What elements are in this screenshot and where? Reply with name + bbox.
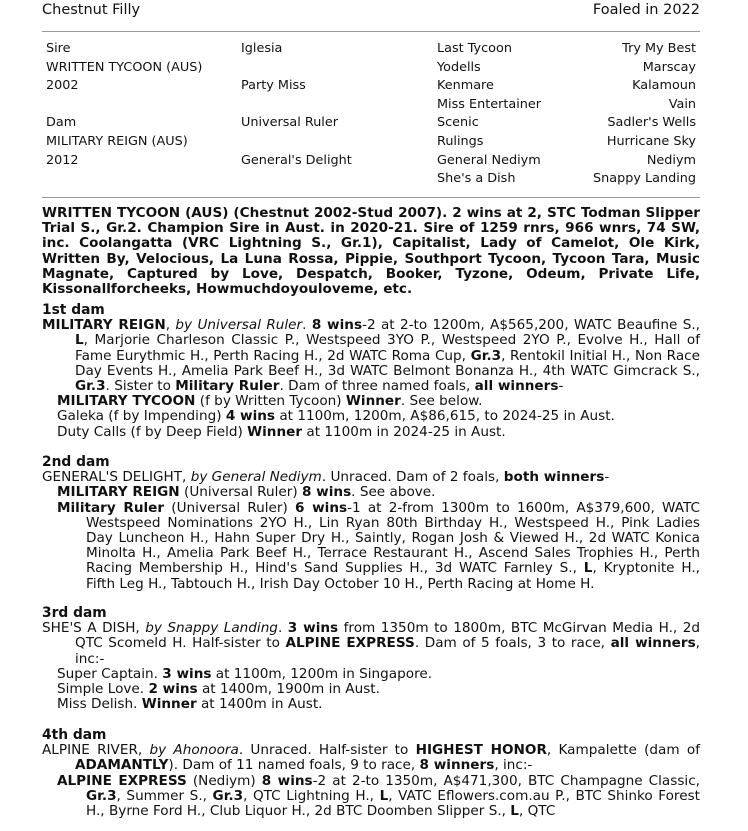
pedigree-parent: WRITTEN TYCOON (AUS) [46, 59, 203, 75]
pedigree-row [46, 77, 696, 96]
section-heading: 4th dam [42, 727, 107, 743]
dam-name: ALPINE RIVER, [42, 742, 150, 759]
race-text: , Kampalette (dam of [546, 742, 700, 759]
pedigree-great-great-grandparent: Hurricane Sky [606, 133, 696, 149]
section-heading: 1st dam [42, 302, 105, 318]
winners-note: all winners [474, 378, 559, 395]
divider-top [42, 31, 700, 32]
pedigree-row [46, 170, 696, 189]
fourth-dam-section [42, 728, 700, 819]
race-text: - [558, 378, 564, 395]
foal-sire: (f by Written Tycoon) [195, 393, 346, 410]
dam-sire: by Ahonoora [149, 742, 239, 759]
foaled-year: Foaled in 2022 [592, 2, 700, 18]
foal-entry [42, 682, 700, 697]
race-text: -1 at 2-from 1300m to 1600m, A$379,600, WATC Westspeed Nominations 2YO H., Lin Ryan 80th Birthday H., Westspeed H., Pink Ladies Day Luncheon H., Hahn Super Dry H., Saintly, Rogan Josh & Viewed H., 2d WATC Konica Minolta H., Amelia Park Beef H., Terrace Restaurant H., Ascend Sales Trophies H., Perth Racing Membership H., Hind's Sand Supplies H., 3d WATC Farnley S., [86, 499, 700, 577]
dam-record [42, 470, 700, 485]
race-text: . Unraced. Dam of 2 foals, [321, 469, 504, 486]
race-text: , Marjorie Charleson Classic P., Westspeed 3YO P., Westspeed 2YO P., Evolve H., Hall of Fame Eurythmic H., Perth Racing H., 2d WATC Roma Cup, [75, 332, 700, 364]
pedigree-row [46, 40, 696, 59]
second-dam-section [42, 455, 700, 592]
pedigree-great-great-grandparent: Sadler's Wells [607, 115, 696, 131]
foal-sire: (Universal Ruler) [179, 484, 302, 501]
group-tag: Gr.3 [86, 787, 117, 804]
dam-sire: by Universal Ruler [175, 317, 303, 334]
win-count: 8 wins [311, 317, 363, 334]
pedigree-row [46, 96, 696, 115]
pedigree-great-grandparent: Last Tycoon [437, 41, 512, 56]
pedigree-great-grandparent: Scenic [437, 115, 479, 131]
listed-tag: L [75, 332, 84, 349]
win-count: 6 wins [295, 499, 348, 516]
win-count: 3 wins [287, 620, 339, 637]
race-text: at 1400m in Aust. [196, 696, 323, 713]
win-count: 8 wins [261, 772, 313, 789]
header [42, 2, 700, 22]
race-text: , Kryptonite H., Fifth Leg H., Tabtouch H., Irish Day October 10 H., Perth Racing at Home H. [86, 560, 701, 592]
pedigree-great-grandparent: General Nediym [437, 152, 541, 168]
sibling-name: Military Ruler [175, 378, 280, 395]
win-count: Winner [141, 696, 197, 713]
win-count: Winner [247, 423, 303, 440]
foal-entry [42, 425, 700, 440]
race-text: at 1100m, 1200m, A$86,615, to 2024-25 in Aust. [275, 408, 615, 425]
race-text: . See below. [400, 393, 483, 410]
win-count: 4 wins [225, 408, 276, 425]
section-heading: 3rd dam [42, 605, 107, 621]
pedigree-parent: Sire [46, 41, 71, 56]
race-text: , inc:- [494, 757, 533, 774]
race-text: ). Dam of 11 named foals, 9 to race, [168, 757, 420, 774]
winners-note: all winners [610, 635, 696, 652]
dam-name: SHE'S A DISH, [42, 620, 146, 637]
listed-tag: L [510, 803, 519, 820]
win-count: 2 wins [148, 681, 198, 698]
race-text: at 1100m in 2024-25 in Aust. [302, 423, 506, 440]
race-text: , QTC [518, 803, 556, 820]
pedigree-parent: 2002 [46, 78, 79, 94]
foal-name: Duty Calls (f by Deep Field) [57, 423, 248, 440]
horse-description: Chestnut Filly [42, 2, 141, 18]
pedigree-row [46, 133, 696, 152]
dam-record [42, 621, 700, 667]
race-text: . Dam of 5 foals, 3 to race, [414, 635, 611, 652]
foal-name: MILITARY REIGN [57, 484, 180, 501]
pedigree-parent: Dam [46, 115, 77, 131]
listed-tag: L [583, 560, 593, 577]
race-text: . Unraced. Half-sister to [238, 742, 416, 759]
third-dam-section [42, 606, 700, 712]
pedigree-great-great-grandparent: Vain [668, 96, 696, 112]
foal-name: MILITARY TYCOON [57, 393, 196, 410]
pedigree-great-grandparent: Rulings [437, 133, 484, 149]
foal-sire: (Universal Ruler) [164, 499, 296, 516]
dam-record [42, 743, 700, 773]
race-text: - [604, 469, 610, 486]
foal-name: Galeka (f by Impending) [57, 408, 226, 425]
pedigree-grandparent: Iglesia [241, 41, 283, 56]
race-text: , QTC Lightning H., [243, 787, 380, 804]
pedigree-great-great-grandparent: Snappy Landing [593, 171, 696, 187]
first-dam-section [42, 303, 700, 440]
dam-name: MILITARY REIGN [42, 317, 166, 334]
pedigree-great-great-grandparent: Marscay [642, 59, 696, 75]
race-text: from 1350m to 1800m, BTC McGirvan Media H., 2d QTC Scomeld H. Half-sister to [75, 620, 700, 652]
winners-note: both winners [503, 469, 605, 486]
foal-name: Super Captain. [57, 665, 163, 682]
sibling-name: HIGHEST HONOR [415, 742, 547, 759]
pedigree-great-great-grandparent: Try My Best [622, 41, 696, 56]
race-text: . Dam of three named foals, [279, 378, 475, 395]
group-tag: Gr.3 [75, 378, 106, 395]
winners-note: 8 winners [419, 757, 495, 774]
divider-bottom [42, 197, 700, 198]
pedigree-grandparent: Party Miss [241, 78, 306, 94]
foal-entry [42, 485, 700, 500]
foal-entry [42, 667, 700, 682]
listed-tag: L [379, 787, 389, 804]
race-text: at 1100m, 1200m in Singapore. [211, 665, 433, 682]
race-text: at 1400m, 1900m in Aust. [197, 681, 380, 698]
pedigree-great-great-grandparent: Kalamoun [632, 78, 696, 94]
pedigree-great-grandparent: Kenmare [437, 78, 494, 94]
pedigree-table [46, 40, 696, 189]
win-count: 3 wins [162, 665, 212, 682]
pedigree-great-grandparent: She's a Dish [437, 171, 516, 187]
race-text: . See above. [351, 484, 436, 501]
pedigree-parent: 2012 [46, 152, 79, 168]
pedigree-great-great-grandparent: Nediym [646, 152, 696, 168]
pedigree-row [46, 152, 696, 171]
pedigree-parent: MILITARY REIGN (AUS) [46, 133, 188, 149]
race-text: -2 at 2-to 1350m, A$471,300, BTC Champagne Classic, [312, 772, 700, 789]
foal-name: Military Ruler [57, 499, 165, 516]
dam-sire: by Snappy Landing [145, 620, 278, 637]
race-text: -2 at 2-to 1200m, A$565,200, WATC Beaufine S., [362, 317, 700, 334]
foal-entry [42, 394, 700, 409]
foal-entry [42, 501, 700, 592]
win-count: Winner [345, 393, 401, 410]
foal-entry [42, 409, 700, 424]
pedigree-grandparent: Universal Ruler [241, 115, 338, 131]
race-text: , Summer S., [116, 787, 213, 804]
foal-name: Simple Love. [57, 681, 149, 698]
relative-name: ADAMANTLY [75, 757, 169, 774]
dam-sire: by General Nediym [190, 469, 322, 486]
win-count: 8 wins [301, 484, 352, 501]
foal-name: ALPINE EXPRESS [57, 772, 187, 789]
group-tag: Gr.3 [470, 347, 502, 364]
dam-record: MILITARY REIGN, by Universal Ruler. 8 wins-2 at 2-to 1200m, A$565,200, WATC Beaufine S., L, Marjorie Charleson Classic P., Westspeed 3YO P., Westspeed 2YO P., Evolve H., Hall of Fame Eurythmic H., Perth Racing H., 2d WATC Roma Cup, Gr.3, Rentokil Initial H., Non Race Day Events H., Amelia Park Beef H., 3d WATC Belmont Bonanza H., 4th WATC Gimcrack S., Gr.3. Sister to Military Ruler. Dam of three named foals, all winners- [42, 317, 700, 395]
foal-entry [42, 697, 700, 712]
sibling-name: ALPINE EXPRESS [285, 635, 415, 652]
race-text: , Rentokil Initial H., Non Race Day Events H., Amelia Park Beef H., 3d WATC Belmont Bonanza H., 4th WATC Gimcrack S., [75, 347, 700, 379]
foal-sire: (Nediym) [186, 772, 262, 789]
pedigree-grandparent: General's Delight [241, 152, 352, 168]
pedigree-great-grandparent: Miss Entertainer [437, 96, 542, 112]
pedigree-row [46, 59, 696, 78]
dam-name: GENERAL'S DELIGHT, [42, 469, 191, 486]
race-text: , inc:- [75, 635, 700, 667]
pedigree-great-grandparent: Yodells [437, 59, 481, 75]
race-text: . [277, 620, 288, 637]
pedigree-row [46, 114, 696, 133]
section-heading: 2nd dam [42, 454, 110, 470]
group-tag: Gr.3 [212, 787, 244, 804]
foal-name: Miss Delish. [57, 696, 142, 713]
race-text: . Sister to [105, 378, 176, 395]
foal-entry [42, 774, 700, 820]
race-text: , VATC Eflowers.com.au P., BTC Shinko Forest H., Byrne Ford H., Club Liquor H., 2d BTC Doomben Slipper S., [86, 787, 700, 820]
sire-summary: WRITTEN TYCOON (AUS) (Chestnut 2002-Stud 2007). 2 wins at 2, STC Todman Slipper Trial S., Gr.2. Champion Sire in Aust. in 2020-21. Sire of 1259 rnrs, 966 wnrs, 74 SW, inc. Coolangatta (VRC Lightning S., Gr.1), Capitalist, Lady of Camelot, Ole Kirk, Written By, Velocious, La Luna Rossa, Pippie, Southport Tycoon, Tycoon Tara, Music Magnate, Captured by Love, Despatch, Booker, Tyzone, Odeum, Private Life, Kissonallforcheeks, Howmuchdoyouloveme, etc. [42, 205, 700, 298]
